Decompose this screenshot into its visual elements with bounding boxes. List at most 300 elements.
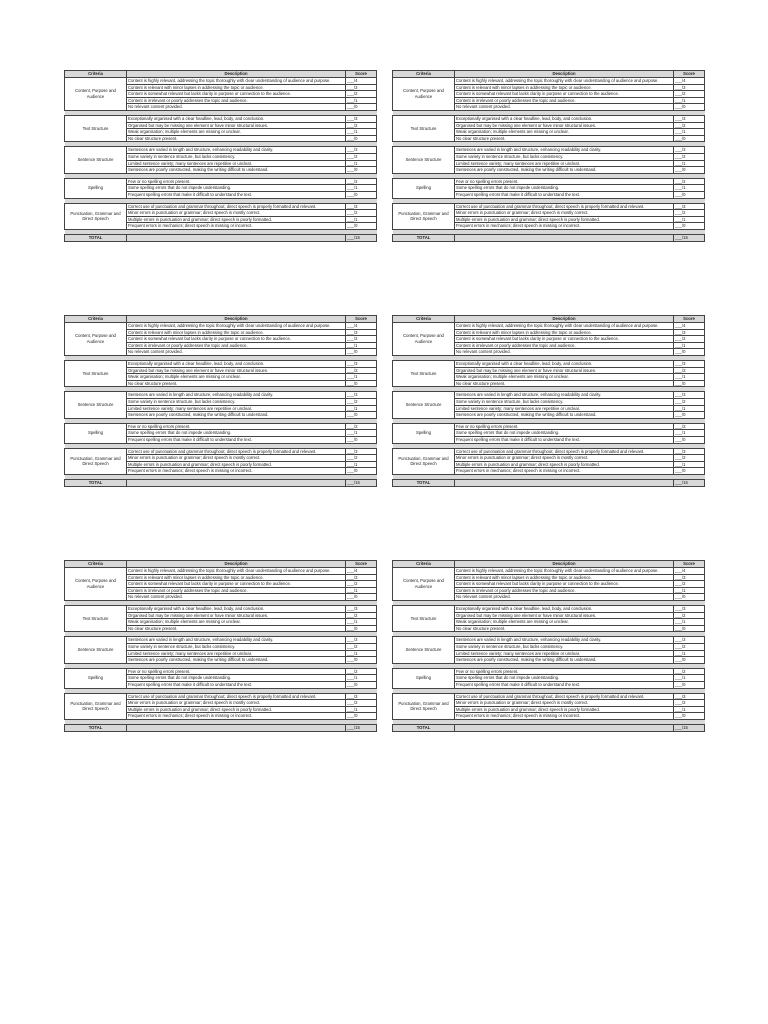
descriptor-text: Multiple errors in punctuation and grammar; direct speech is poorly formatted. [455, 706, 674, 713]
score-field[interactable]: ___/0 [346, 191, 377, 198]
total-score-field[interactable]: ___/15 [674, 479, 705, 486]
score-field[interactable]: ___/4 [346, 323, 377, 330]
total-spacer [127, 234, 346, 241]
score-field[interactable]: ___/4 [674, 568, 705, 575]
criterion-label: Content, Purpose and Audience [393, 568, 455, 601]
descriptor-text: Frequent errors in mechanics; direct speech is missing or incorrect. [127, 713, 346, 720]
total-label: TOTAL [65, 234, 127, 241]
score-field[interactable]: ___/4 [346, 568, 377, 575]
score-field[interactable]: ___/2 [346, 455, 377, 462]
descriptor-text: Content is highly relevant, addressing the topic thoroughly with clear understanding of audience and purpose. [455, 568, 674, 575]
descriptor-text: Few or no spelling errors present. [127, 178, 346, 185]
criterion-label: Sentence Structure [393, 392, 455, 418]
score-field[interactable]: ___/1 [346, 342, 377, 349]
score-field[interactable]: ___/0 [346, 380, 377, 387]
score-field[interactable]: ___/2 [674, 643, 705, 650]
descriptor-text: Sentences are poorly constructed, making the writing difficult to understand. [455, 167, 674, 174]
descriptor-text: Content is highly relevant, addressing the topic thoroughly with clear understanding of audience and purpose. [127, 323, 346, 330]
rubric-row [65, 392, 377, 399]
rubric-row [65, 178, 377, 185]
score-field[interactable]: ___/3 [346, 115, 377, 122]
total-label: TOTAL [393, 479, 455, 486]
score-field[interactable]: ___/0 [674, 349, 705, 356]
score-field[interactable]: ___/1 [674, 675, 705, 682]
total-label: TOTAL [393, 234, 455, 241]
descriptor-text: Multiple errors in punctuation and grammar; direct speech is poorly formatted. [455, 461, 674, 468]
descriptor-text: Content is somewhat relevant but lacks clarity in purpose or connection to the audience. [127, 336, 346, 343]
descriptor-text: No clear structure present. [455, 625, 674, 632]
total-score-field[interactable]: ___/15 [674, 724, 705, 731]
descriptor-text: Correct use of punctuation and grammar throughout; direct speech is properly formatted and relevant. [127, 203, 346, 210]
score-field[interactable]: ___/1 [674, 619, 705, 626]
descriptor-text: Multiple errors in punctuation and grammar; direct speech is poorly formatted. [127, 216, 346, 223]
criterion-label: Sentence Structure [65, 392, 127, 418]
criterion-label: Content, Purpose and Audience [393, 78, 455, 111]
descriptor-text: Frequent errors in mechanics; direct speech is missing or incorrect. [127, 468, 346, 475]
score-field[interactable]: ___/0 [346, 713, 377, 720]
score-header: Score [346, 561, 377, 568]
descriptor-text: Organised but may be missing one element or have minor structural issues. [127, 612, 346, 619]
descriptor-text: Minor errors in punctuation or grammar; direct speech is mostly correct. [455, 210, 674, 217]
score-field[interactable]: ___/3 [674, 693, 705, 700]
descriptor-text: Content is somewhat relevant but lacks clarity in purpose or connection to the audience. [127, 91, 346, 98]
descriptor-text: Some spelling errors that do not impede understanding. [455, 675, 674, 682]
descriptor-text: Some variety in sentence structure, but lacks consistency. [455, 643, 674, 650]
criterion-label: Spelling [393, 178, 455, 198]
score-field[interactable]: ___/2 [674, 581, 705, 588]
descriptor-text: Sentences are poorly constructed, making the writing difficult to understand. [127, 167, 346, 174]
score-field[interactable]: ___/1 [346, 675, 377, 682]
score-field[interactable]: ___/1 [674, 374, 705, 381]
rubric-table [392, 70, 705, 242]
score-field[interactable]: ___/0 [674, 594, 705, 601]
score-field[interactable]: ___/1 [674, 160, 705, 167]
descriptor-text: Correct use of punctuation and grammar throughout; direct speech is properly formatted and relevant. [127, 693, 346, 700]
score-field[interactable]: ___/3 [674, 637, 705, 644]
score-header: Score [346, 316, 377, 323]
descriptor-text: Sentences are varied in length and structure, enhancing readability and clarity. [127, 392, 346, 399]
descriptor-text: Limited sentence variety; many sentences are repetitive or unclear. [127, 650, 346, 657]
descriptor-text: Organised but may be missing one element or have minor structural issues. [455, 367, 674, 374]
descriptor-text: Weak organisation; multiple elements are missing or unclear. [127, 129, 346, 136]
criteria-header: Criteria [65, 316, 127, 323]
score-field[interactable]: ___/1 [346, 185, 377, 192]
score-field[interactable]: ___/0 [674, 135, 705, 142]
descriptor-text: Correct use of punctuation and grammar throughout; direct speech is properly formatted and relevant. [127, 448, 346, 455]
total-row [393, 479, 705, 486]
score-field[interactable]: ___/2 [346, 210, 377, 217]
header-row [65, 561, 377, 568]
rubric-row [393, 568, 705, 575]
rubric-row [393, 147, 705, 154]
score-field[interactable]: ___/0 [674, 681, 705, 688]
rubric-row [393, 78, 705, 85]
total-spacer [127, 724, 346, 731]
score-field[interactable]: ___/1 [674, 342, 705, 349]
criterion-label: Content, Purpose and Audience [393, 323, 455, 356]
criterion-label: Text Structure [393, 605, 455, 631]
score-field[interactable]: ___/0 [346, 135, 377, 142]
total-score-field[interactable]: ___/15 [346, 724, 377, 731]
rubric-row [393, 637, 705, 644]
score-field[interactable]: ___/2 [346, 643, 377, 650]
score-field[interactable]: ___/3 [346, 147, 377, 154]
total-spacer [455, 724, 674, 731]
descriptor-text: Few or no spelling errors present. [127, 423, 346, 430]
descriptor-text: Exceptionally organised with a clear headline, lead, body, and conclusion. [455, 360, 674, 367]
score-field[interactable]: ___/1 [674, 216, 705, 223]
criteria-header: Criteria [65, 71, 127, 78]
score-field[interactable]: ___/1 [674, 461, 705, 468]
score-field[interactable]: ___/0 [674, 713, 705, 720]
score-field[interactable]: ___/0 [346, 349, 377, 356]
descriptor-text: Exceptionally organised with a clear headline, lead, body, and conclusion. [455, 605, 674, 612]
descriptor-text: No relevant content provided. [127, 349, 346, 356]
score-field[interactable]: ___/3 [346, 637, 377, 644]
score-field[interactable]: ___/0 [346, 681, 377, 688]
descriptor-text: Exceptionally organised with a clear headline, lead, body, and conclusion. [127, 360, 346, 367]
score-field[interactable]: ___/1 [674, 706, 705, 713]
score-field[interactable]: ___/0 [674, 191, 705, 198]
score-field[interactable]: ___/0 [674, 625, 705, 632]
descriptor-text: Content is relevant with minor lapses in addressing the topic or audience. [127, 84, 346, 91]
score-field[interactable]: ___/2 [346, 122, 377, 129]
score-field[interactable]: ___/3 [346, 693, 377, 700]
score-field[interactable]: ___/2 [346, 612, 377, 619]
score-field[interactable]: ___/0 [674, 412, 705, 419]
criterion-label: Spelling [65, 178, 127, 198]
criteria-header: Criteria [65, 561, 127, 568]
score-field[interactable]: ___/2 [674, 153, 705, 160]
score-field[interactable]: ___/3 [346, 329, 377, 336]
descriptor-text: Sentences are varied in length and structure, enhancing readability and clarity. [127, 637, 346, 644]
score-field[interactable]: ___/3 [674, 115, 705, 122]
descriptor-text: Frequent errors in mechanics; direct speech is missing or incorrect. [455, 223, 674, 230]
descriptor-text: Content is relevant with minor lapses in addressing the topic or audience. [455, 329, 674, 336]
rubric-row [393, 115, 705, 122]
score-field[interactable]: ___/2 [674, 336, 705, 343]
descriptor-text: Few or no spelling errors present. [455, 423, 674, 430]
score-field[interactable]: ___/1 [674, 97, 705, 104]
criterion-label: Punctuation, Grammar and Direct Speech [393, 448, 455, 474]
descriptor-text: No clear structure present. [455, 380, 674, 387]
score-header: Score [674, 316, 705, 323]
descriptor-text: Frequent spelling errors that make it difficult to understand the text. [127, 681, 346, 688]
rubric-row [65, 668, 377, 675]
descriptor-text: Multiple errors in punctuation and grammar; direct speech is poorly formatted. [455, 216, 674, 223]
descriptor-text: Correct use of punctuation and grammar throughout; direct speech is properly formatted and relevant. [455, 448, 674, 455]
score-field[interactable]: ___/0 [346, 436, 377, 443]
score-field[interactable]: ___/0 [346, 625, 377, 632]
score-field[interactable]: ___/1 [674, 405, 705, 412]
score-field[interactable]: ___/2 [346, 153, 377, 160]
score-field[interactable]: ___/2 [674, 122, 705, 129]
score-field[interactable]: ___/1 [346, 160, 377, 167]
criterion-label: Spelling [65, 668, 127, 688]
descriptor-text: Minor errors in punctuation or grammar; direct speech is mostly correct. [455, 700, 674, 707]
rubric-row [65, 605, 377, 612]
descriptor-text: Content is irrelevant or poorly addresses the topic and audience. [455, 97, 674, 104]
score-field[interactable]: ___/2 [346, 367, 377, 374]
score-field[interactable]: ___/1 [346, 706, 377, 713]
descriptor-text: Sentences are poorly constructed, making the writing difficult to understand. [127, 412, 346, 419]
criterion-label: Content, Purpose and Audience [65, 78, 127, 111]
score-field[interactable]: ___/1 [674, 650, 705, 657]
descriptor-text: Some spelling errors that do not impede understanding. [455, 185, 674, 192]
descriptor-text: Frequent errors in mechanics; direct speech is missing or incorrect. [127, 223, 346, 230]
rubric-row [393, 178, 705, 185]
score-field[interactable]: ___/2 [346, 91, 377, 98]
score-field[interactable]: ___/0 [346, 104, 377, 111]
score-field[interactable]: ___/1 [346, 216, 377, 223]
descriptor-text: Content is somewhat relevant but lacks clarity in purpose or connection to the audience. [455, 336, 674, 343]
descriptor-text: Content is somewhat relevant but lacks clarity in purpose or connection to the audience. [455, 91, 674, 98]
total-score-field[interactable]: ___/15 [346, 234, 377, 241]
score-field[interactable]: ___/1 [346, 405, 377, 412]
score-field[interactable]: ___/2 [346, 336, 377, 343]
descriptor-text: Weak organisation; multiple elements are missing or unclear. [127, 619, 346, 626]
rubric-row [65, 78, 377, 85]
criterion-label: Punctuation, Grammar and Direct Speech [65, 203, 127, 229]
descriptor-text: Some variety in sentence structure, but lacks consistency. [127, 643, 346, 650]
descriptor-text: Weak organisation; multiple elements are missing or unclear. [127, 374, 346, 381]
descriptor-text: Content is somewhat relevant but lacks clarity in purpose or connection to the audience. [455, 581, 674, 588]
criterion-label: Spelling [65, 423, 127, 443]
score-header: Score [674, 561, 705, 568]
descriptor-text: No clear structure present. [127, 625, 346, 632]
descriptor-text: Content is relevant with minor lapses in addressing the topic or audience. [455, 574, 674, 581]
score-field[interactable]: ___/1 [346, 129, 377, 136]
criterion-label: Text Structure [65, 115, 127, 141]
score-field[interactable]: ___/1 [346, 619, 377, 626]
rubric-row [393, 668, 705, 675]
score-field[interactable]: ___/2 [346, 423, 377, 430]
descriptor-text: Content is relevant with minor lapses in addressing the topic or audience. [127, 329, 346, 336]
descriptor-text: Multiple errors in punctuation and grammar; direct speech is poorly formatted. [127, 461, 346, 468]
score-field[interactable]: ___/0 [674, 468, 705, 475]
score-field[interactable]: ___/2 [674, 455, 705, 462]
score-field[interactable]: ___/3 [346, 448, 377, 455]
descriptor-text: No relevant content provided. [127, 104, 346, 111]
criterion-label: Spelling [393, 423, 455, 443]
header-row [393, 561, 705, 568]
total-row [65, 724, 377, 731]
rubric-row [393, 423, 705, 430]
descriptor-text: Frequent spelling errors that make it difficult to understand the text. [455, 681, 674, 688]
descriptor-text: Frequent errors in mechanics; direct speech is missing or incorrect. [455, 468, 674, 475]
score-field[interactable]: ___/2 [674, 423, 705, 430]
score-field[interactable]: ___/3 [674, 605, 705, 612]
score-field[interactable]: ___/3 [674, 448, 705, 455]
descriptor-text: Frequent spelling errors that make it difficult to understand the text. [455, 436, 674, 443]
score-field[interactable]: ___/1 [346, 587, 377, 594]
header-row [393, 71, 705, 78]
rubric-row [65, 568, 377, 575]
criterion-label: Content, Purpose and Audience [65, 568, 127, 601]
descriptor-text: Some variety in sentence structure, but lacks consistency. [127, 398, 346, 405]
score-field[interactable]: ___/2 [674, 668, 705, 675]
descriptor-text: No clear structure present. [127, 380, 346, 387]
score-field[interactable]: ___/1 [674, 587, 705, 594]
descriptor-text: Content is highly relevant, addressing the topic thoroughly with clear understanding of audience and purpose. [455, 323, 674, 330]
score-field[interactable]: ___/3 [346, 203, 377, 210]
criterion-label: Content, Purpose and Audience [65, 323, 127, 356]
score-field[interactable]: ___/0 [674, 104, 705, 111]
criterion-label: Spelling [393, 668, 455, 688]
description-header: Description [127, 316, 346, 323]
score-field[interactable]: ___/2 [346, 668, 377, 675]
score-field[interactable]: ___/3 [346, 84, 377, 91]
rubric-row [65, 360, 377, 367]
descriptor-text: Some spelling errors that do not impede understanding. [127, 185, 346, 192]
score-field[interactable]: ___/2 [674, 612, 705, 619]
header-row [393, 316, 705, 323]
total-score-field[interactable]: ___/15 [346, 479, 377, 486]
score-field[interactable]: ___/0 [674, 380, 705, 387]
criterion-label: Sentence Structure [393, 147, 455, 173]
score-field[interactable]: ___/3 [346, 392, 377, 399]
descriptor-text: Limited sentence variety; many sentences are repetitive or unclear. [127, 405, 346, 412]
score-field[interactable]: ___/0 [346, 167, 377, 174]
rubric-table [64, 70, 377, 242]
score-field[interactable]: ___/0 [346, 468, 377, 475]
score-field[interactable]: ___/2 [346, 178, 377, 185]
score-field[interactable]: ___/3 [674, 147, 705, 154]
descriptor-text: No relevant content provided. [455, 104, 674, 111]
score-field[interactable]: ___/3 [346, 574, 377, 581]
score-field[interactable]: ___/1 [674, 430, 705, 437]
descriptor-text: Some spelling errors that do not impede understanding. [127, 675, 346, 682]
score-field[interactable]: ___/4 [346, 78, 377, 85]
score-field[interactable]: ___/3 [674, 203, 705, 210]
descriptor-text: Content is irrelevant or poorly addresses the topic and audience. [455, 587, 674, 594]
rubric-row [65, 637, 377, 644]
criterion-label: Text Structure [65, 605, 127, 631]
rubric-row [65, 423, 377, 430]
score-field[interactable]: ___/3 [674, 84, 705, 91]
score-field[interactable]: ___/0 [674, 436, 705, 443]
rubric-row [65, 448, 377, 455]
score-field[interactable]: ___/1 [346, 650, 377, 657]
total-score-field[interactable]: ___/15 [674, 234, 705, 241]
criterion-label: Text Structure [393, 115, 455, 141]
descriptor-text: Sentences are varied in length and structure, enhancing readability and clarity. [127, 147, 346, 154]
total-spacer [127, 479, 346, 486]
description-header: Description [455, 71, 674, 78]
score-field[interactable]: ___/1 [346, 430, 377, 437]
score-field[interactable]: ___/2 [674, 91, 705, 98]
criterion-label: Punctuation, Grammar and Direct Speech [393, 203, 455, 229]
score-field[interactable]: ___/3 [346, 360, 377, 367]
descriptor-text: Content is irrelevant or poorly addresses the topic and audience. [455, 342, 674, 349]
score-header: Score [346, 71, 377, 78]
score-field[interactable]: ___/0 [346, 657, 377, 664]
score-field[interactable]: ___/4 [674, 323, 705, 330]
rubric-row [393, 323, 705, 330]
descriptor-text: Minor errors in punctuation or grammar; direct speech is mostly correct. [127, 455, 346, 462]
score-field[interactable]: ___/0 [674, 657, 705, 664]
score-field[interactable]: ___/1 [346, 97, 377, 104]
criteria-header: Criteria [393, 561, 455, 568]
descriptor-text: Sentences are varied in length and structure, enhancing readability and clarity. [455, 147, 674, 154]
descriptor-text: No clear structure present. [127, 135, 346, 142]
descriptor-text: Some variety in sentence structure, but lacks consistency. [455, 398, 674, 405]
criteria-header: Criteria [393, 316, 455, 323]
total-spacer [455, 234, 674, 241]
score-field[interactable]: ___/2 [674, 398, 705, 405]
total-row [65, 234, 377, 241]
score-field[interactable]: ___/0 [346, 594, 377, 601]
rubric-table [392, 560, 705, 732]
criterion-label: Punctuation, Grammar and Direct Speech [65, 448, 127, 474]
score-field[interactable]: ___/2 [674, 210, 705, 217]
score-field[interactable]: ___/2 [346, 581, 377, 588]
descriptor-text: Content is highly relevant, addressing the topic thoroughly with clear understanding of audience and purpose. [455, 78, 674, 85]
rubric-row [393, 605, 705, 612]
score-field[interactable]: ___/2 [674, 178, 705, 185]
descriptor-text: Correct use of punctuation and grammar throughout; direct speech is properly formatted and relevant. [455, 693, 674, 700]
score-field[interactable]: ___/0 [674, 223, 705, 230]
descriptor-text: Frequent spelling errors that make it difficult to understand the text. [455, 191, 674, 198]
score-field[interactable]: ___/0 [674, 167, 705, 174]
descriptor-text: Minor errors in punctuation or grammar; direct speech is mostly correct. [127, 210, 346, 217]
descriptor-text: Limited sentence variety; many sentences are repetitive or unclear. [455, 405, 674, 412]
rubric-row [65, 693, 377, 700]
score-field[interactable]: ___/1 [346, 461, 377, 468]
score-field[interactable]: ___/2 [674, 700, 705, 707]
criterion-label: Sentence Structure [65, 147, 127, 173]
descriptor-text: Minor errors in punctuation or grammar; direct speech is mostly correct. [455, 455, 674, 462]
score-field[interactable]: ___/2 [674, 367, 705, 374]
total-row [393, 234, 705, 241]
rubric-row [393, 392, 705, 399]
score-field[interactable]: ___/1 [674, 129, 705, 136]
score-field[interactable]: ___/4 [674, 78, 705, 85]
score-field[interactable]: ___/3 [674, 329, 705, 336]
total-spacer [455, 479, 674, 486]
descriptor-text: Exceptionally organised with a clear headline, lead, body, and conclusion. [127, 115, 346, 122]
descriptor-text: Content is somewhat relevant but lacks clarity in purpose or connection to the audience. [127, 581, 346, 588]
descriptor-text: Content is irrelevant or poorly addresses the topic and audience. [127, 97, 346, 104]
descriptor-text: Frequent spelling errors that make it difficult to understand the text. [127, 436, 346, 443]
rubric-row [393, 693, 705, 700]
score-field[interactable]: ___/1 [346, 374, 377, 381]
score-field[interactable]: ___/0 [346, 223, 377, 230]
rubric-row [393, 203, 705, 210]
score-header: Score [674, 71, 705, 78]
rubric-row [65, 115, 377, 122]
descriptor-text: Limited sentence variety; many sentences are repetitive or unclear. [455, 650, 674, 657]
total-row [65, 479, 377, 486]
descriptor-text: Content is relevant with minor lapses in addressing the topic or audience. [127, 574, 346, 581]
descriptor-text: No relevant content provided. [455, 349, 674, 356]
descriptor-text: Exceptionally organised with a clear headline, lead, body, and conclusion. [455, 115, 674, 122]
score-field[interactable]: ___/0 [346, 412, 377, 419]
descriptor-text: Sentences are poorly constructed, making the writing difficult to understand. [455, 657, 674, 664]
score-field[interactable]: ___/2 [346, 398, 377, 405]
header-row [65, 71, 377, 78]
score-field[interactable]: ___/3 [674, 360, 705, 367]
descriptor-text: Content is irrelevant or poorly addresses the topic and audience. [127, 342, 346, 349]
descriptor-text: Frequent errors in mechanics; direct speech is missing or incorrect. [455, 713, 674, 720]
descriptor-text: Minor errors in punctuation or grammar; direct speech is mostly correct. [127, 700, 346, 707]
score-field[interactable]: ___/2 [346, 700, 377, 707]
score-field[interactable]: ___/1 [674, 185, 705, 192]
score-field[interactable]: ___/3 [674, 392, 705, 399]
score-field[interactable]: ___/3 [346, 605, 377, 612]
total-label: TOTAL [393, 724, 455, 731]
score-field[interactable]: ___/3 [674, 574, 705, 581]
